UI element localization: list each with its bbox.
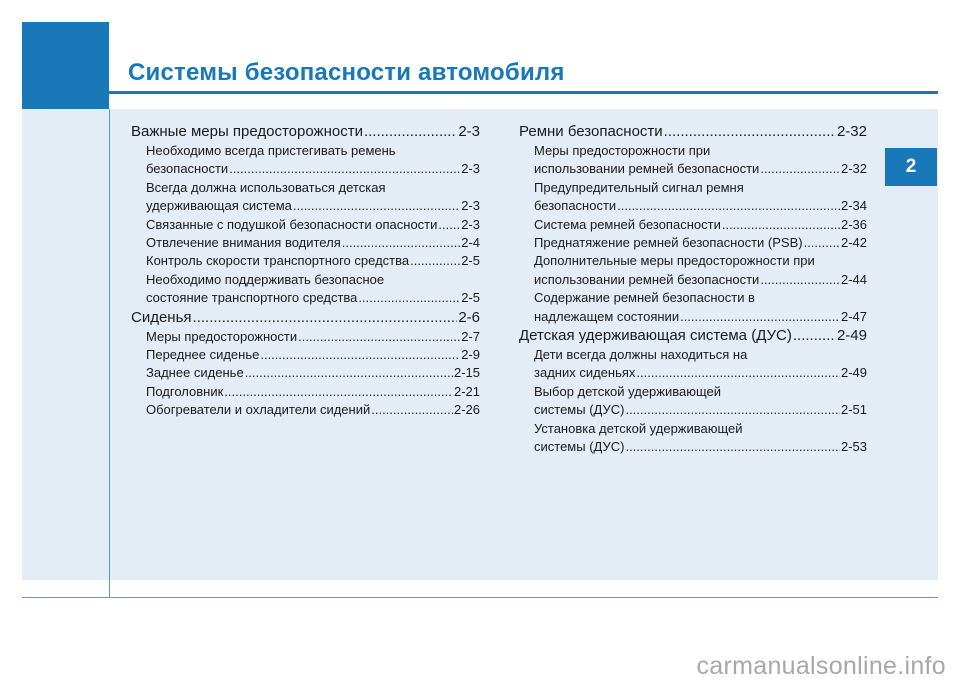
toc-page-number: 2-47 <box>840 308 867 324</box>
toc-entry-label: безопасности <box>146 161 229 177</box>
dot-leader <box>229 160 460 178</box>
dot-leader <box>364 122 457 142</box>
toc-entry-line: Меры предосторожности при <box>534 143 711 158</box>
toc-page-number: 2-21 <box>453 383 480 399</box>
footer-horizontal-rule <box>22 597 938 598</box>
toc-entry-label: использовании ремней безопасности <box>534 271 760 287</box>
toc-subsection-entry[interactable] <box>131 328 480 346</box>
dot-leader <box>636 364 840 382</box>
toc-subsection-entry[interactable] <box>519 438 867 456</box>
dot-leader <box>245 364 453 382</box>
toc-subsection-entry[interactable] <box>519 271 867 289</box>
toc-page-number: 2-32 <box>836 123 867 140</box>
toc-column-left <box>131 122 480 420</box>
toc-subsection-entry[interactable] <box>131 346 480 364</box>
toc-entry-label: надлежащем состоянии <box>534 308 680 324</box>
toc-entry-label: удерживающая система <box>146 198 292 214</box>
toc-page-number: 2-49 <box>840 365 867 381</box>
dot-leader <box>760 271 840 289</box>
toc-entry-label: Обогреватели и охладители сидений <box>146 402 371 418</box>
dot-leader <box>342 234 460 252</box>
toc-entry-label: Детская удерживающая система (ДУС) <box>519 327 792 345</box>
toc-page-number: 2-6 <box>458 308 480 326</box>
toc-subsection-entry[interactable] <box>519 234 867 252</box>
toc-entry-label: Преднатяжение ремней безопасности (PSB) <box>534 235 803 251</box>
toc-page-number: 2-49 <box>836 327 867 345</box>
dot-leader <box>625 438 840 456</box>
toc-entry-label: Важные меры предосторожности <box>131 123 363 140</box>
toc-entry-label: Контроль скорости транспортного средства <box>146 253 410 269</box>
toc-page-number: 2-7 <box>461 328 480 344</box>
dot-leader <box>664 122 836 142</box>
dot-leader <box>260 346 460 364</box>
toc-page-number: 2-5 <box>461 253 480 269</box>
toc-page-number: 2-3 <box>461 161 480 177</box>
toc-subsection-entry[interactable] <box>131 364 480 382</box>
dot-leader <box>438 216 460 234</box>
toc-page-number: 2-3 <box>461 198 480 214</box>
toc-subsection-entry[interactable] <box>131 383 480 401</box>
chapter-tab[interactable]: 2 <box>885 148 937 186</box>
chapter-header-block <box>22 22 109 109</box>
toc-page-number: 2-42 <box>840 235 867 251</box>
toc-subsection-entry[interactable] <box>519 197 867 215</box>
toc-subsection-entry[interactable] <box>519 401 867 419</box>
toc-entry-line: Необходимо всегда пристегивать ремень <box>146 143 396 158</box>
toc-entry-label: Сиденья <box>131 308 192 326</box>
toc-entry-label: Заднее сиденье <box>146 365 244 381</box>
dot-leader <box>793 326 836 346</box>
toc-page-number: 2-36 <box>840 216 867 232</box>
toc-page-number: 2-53 <box>840 439 867 455</box>
toc-entry-label: задних сиденьях <box>534 365 636 381</box>
toc-subsection-entry[interactable] <box>131 234 480 252</box>
dot-leader <box>298 328 460 346</box>
dot-leader <box>680 308 840 326</box>
toc-page-number: 2-44 <box>840 271 867 287</box>
toc-page-number: 2-32 <box>840 161 867 177</box>
toc-entry-label: Связанные с подушкой безопасности опасности <box>146 216 438 232</box>
toc-entry-line: Дети всегда должны находиться на <box>534 347 748 363</box>
toc-subsection-entry[interactable] <box>131 216 480 234</box>
toc-entry-label: системы (ДУС) <box>534 439 625 455</box>
toc-entry-label: системы (ДУС) <box>534 402 625 418</box>
toc-entry-line: Всегда должна использоваться детская <box>146 179 386 195</box>
toc-entry-line: Выбор детской удерживающей <box>534 383 722 399</box>
toc-column-right <box>519 122 867 457</box>
toc-section-entry[interactable] <box>131 308 480 328</box>
toc-subsection-entry[interactable] <box>519 308 867 326</box>
toc-subsection-entry[interactable] <box>519 364 867 382</box>
toc-subsection-entry[interactable] <box>131 197 480 215</box>
dot-leader <box>193 308 458 328</box>
dot-leader <box>293 197 460 215</box>
dot-leader <box>371 401 453 419</box>
dot-leader <box>224 383 453 401</box>
toc-entry-line: Дополнительные меры предосторожности при <box>534 253 815 269</box>
margin-vertical-rule <box>109 109 110 597</box>
toc-page-number: 2-34 <box>840 198 867 214</box>
toc-page-number: 2-51 <box>840 402 867 418</box>
toc-page-number: 2-4 <box>461 235 480 251</box>
toc-section-entry[interactable] <box>519 122 867 142</box>
watermark-text: carmanualsonline.info <box>696 652 946 680</box>
toc-entry-line: Предупредительный сигнал ремня <box>534 179 744 195</box>
toc-entry-label: использовании ремней безопасности <box>534 161 760 177</box>
toc-entry-label: безопасности <box>534 198 617 214</box>
toc-page-number: 2-3 <box>461 216 480 232</box>
toc-entry-label: Система ремней безопасности <box>534 216 721 232</box>
toc-page-number: 2-5 <box>461 290 480 306</box>
toc-subsection-entry[interactable] <box>131 160 480 178</box>
toc-page-number: 2-9 <box>461 347 480 363</box>
dot-leader <box>760 160 840 178</box>
toc-page-number: 2-15 <box>453 365 480 381</box>
dot-leader <box>804 234 840 252</box>
toc-entry-line: Установка детской удерживающей <box>534 420 743 436</box>
dot-leader <box>722 216 840 234</box>
toc-subsection-entry[interactable] <box>131 289 480 307</box>
dot-leader <box>358 289 460 307</box>
toc-page-number: 2-3 <box>458 123 480 140</box>
dot-leader <box>410 252 460 270</box>
toc-entry-line: Содержание ремней безопасности в <box>534 290 755 306</box>
toc-section-entry[interactable] <box>131 122 480 142</box>
toc-entry-label: Меры предосторожности <box>146 328 298 344</box>
page-title: Системы безопасности автомобиля <box>128 59 565 86</box>
toc-subsection-entry[interactable] <box>519 216 867 234</box>
toc-subsection-entry[interactable] <box>131 401 480 419</box>
toc-subsection-entry[interactable] <box>519 160 867 178</box>
dot-leader <box>625 401 840 419</box>
toc-entry-label: Подголовник <box>146 383 224 399</box>
toc-subsection-entry[interactable] <box>131 252 480 270</box>
toc-entry-label: Переднее сиденье <box>146 347 260 363</box>
toc-entry-line: Необходимо поддерживать безопасное <box>146 271 385 287</box>
toc-entry-label: Ремни безопасности <box>519 123 663 140</box>
dot-leader <box>617 197 840 215</box>
title-underline <box>109 91 938 94</box>
toc-entry-label: Отвлечение внимания водителя <box>146 235 341 251</box>
toc-page-number: 2-26 <box>453 402 480 418</box>
toc-entry-label: состояние транспортного средства <box>146 290 358 306</box>
toc-section-entry[interactable] <box>519 326 867 346</box>
